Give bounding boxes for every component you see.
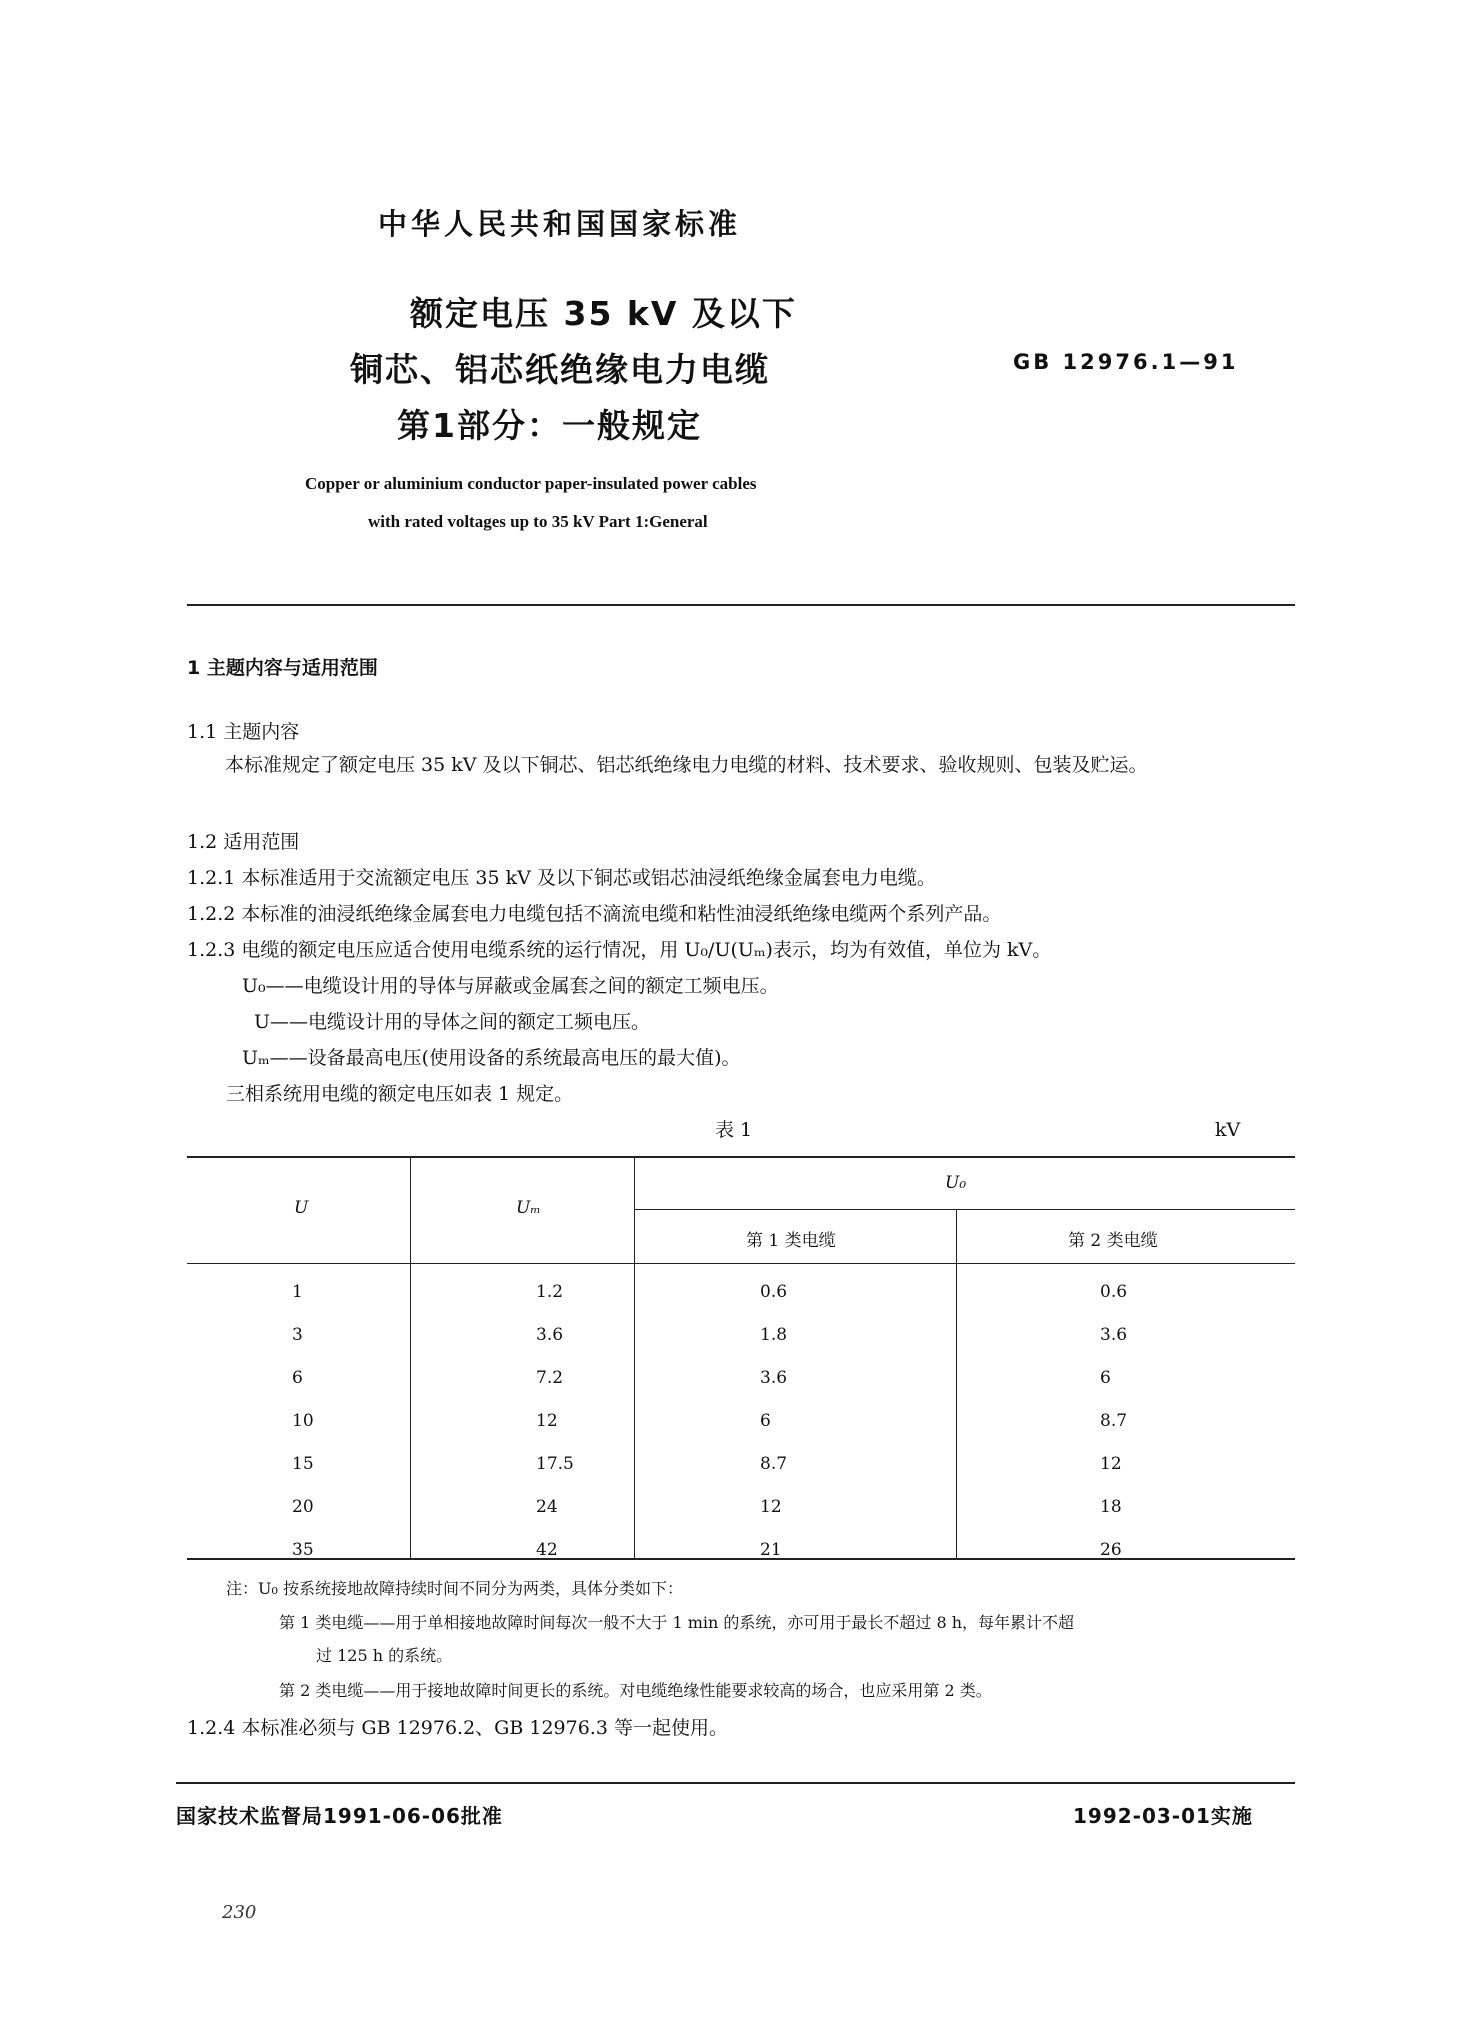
clause-1-2-4: 1.2.4 本标准必须与 GB 12976.2、GB 12976.3 等一起使用。 — [187, 1717, 728, 1739]
clause-1-2-1: 1.2.1 本标准适用于交流额定电压 35 kV 及以下铜芯或铝芯油浸纸绝缘金属套电力电缆。 — [187, 867, 936, 889]
table-note-cat1-line2: 过 125 h 的系统。 — [316, 1646, 453, 1665]
table-header-um: Uₘ — [516, 1198, 541, 1218]
title-line-3: 第1部分：一般规定 — [397, 406, 702, 445]
table-cell: 8.7 — [1100, 1411, 1128, 1431]
footer-rule — [176, 1782, 1295, 1784]
section-1-2-heading: 1.2 适用范围 — [187, 831, 300, 853]
table-header-cat1: 第 1 类电缆 — [746, 1231, 836, 1251]
section-1-1-heading: 1.1 主题内容 — [187, 721, 300, 743]
table-cell: 26 — [1100, 1540, 1122, 1560]
table-cell: 3.6 — [536, 1325, 564, 1345]
english-title-line-2: with rated voltages up to 35 kV Part 1:General — [368, 512, 708, 531]
table-cell: 20 — [292, 1497, 314, 1517]
table-header-u0: U₀ — [945, 1173, 967, 1193]
table-cell: 17.5 — [536, 1454, 574, 1474]
table-cell: 3.6 — [760, 1368, 788, 1388]
table-cell: 8.7 — [760, 1454, 788, 1474]
table-cell: 1.2 — [536, 1282, 564, 1302]
table-col-divider-2 — [634, 1156, 635, 1558]
table-cell: 0.6 — [1100, 1282, 1128, 1302]
table-cell: 35 — [292, 1540, 314, 1560]
table-unit: kV — [1215, 1119, 1241, 1141]
table-cell: 1.8 — [760, 1325, 788, 1345]
table-intro: 三相系统用电缆的额定电压如表 1 规定。 — [226, 1083, 574, 1105]
table-u0-subheader-rule — [634, 1209, 1295, 1210]
table-cell: 15 — [292, 1454, 314, 1474]
table-cell: 6 — [1100, 1368, 1111, 1388]
table-cell: 42 — [536, 1540, 558, 1560]
title-line-1: 额定电压 35 kV 及以下 — [410, 294, 797, 333]
table-cell: 12 — [1100, 1454, 1122, 1474]
table-cell: 12 — [760, 1497, 782, 1517]
table-cell: 3.6 — [1100, 1325, 1128, 1345]
clause-1-2-2: 1.2.2 本标准的油浸纸绝缘金属套电力电缆包括不滴流电缆和粘性油浸纸绝缘电缆两个系列产品。 — [187, 903, 1002, 925]
table-col-divider-1 — [410, 1156, 411, 1558]
table-cell: 7.2 — [536, 1368, 564, 1388]
approval-date: 国家技术监督局1991-06-06批准 — [176, 1804, 503, 1828]
table-cell: 0.6 — [760, 1282, 788, 1302]
header-rule — [187, 604, 1295, 606]
definition-u: U——电缆设计用的导体之间的额定工频电压。 — [254, 1011, 651, 1033]
table-cell: 21 — [760, 1540, 782, 1560]
table-col-divider-3 — [956, 1209, 957, 1558]
table-header-rule — [187, 1263, 1295, 1264]
table-caption: 表 1 — [715, 1119, 753, 1141]
table-header-u: U — [294, 1198, 309, 1218]
table-note-intro: 注：U₀ 按系统接地故障持续时间不同分为两类，具体分类如下： — [226, 1579, 683, 1598]
section-1-heading: 1 主题内容与适用范围 — [187, 657, 378, 679]
table-header-cat2: 第 2 类电缆 — [1068, 1231, 1158, 1251]
table-top-rule — [187, 1156, 1295, 1158]
table-cell: 6 — [292, 1368, 303, 1388]
clause-1-2-3: 1.2.3 电缆的额定电压应适合使用电缆系统的运行情况，用 U₀/U(Uₘ)表示，均为有效值，单位为 kV。 — [187, 939, 1052, 961]
definition-um: Uₘ——设备最高电压(使用设备的系统最高电压的最大值)。 — [242, 1047, 741, 1069]
table-cell: 1 — [292, 1282, 303, 1302]
table-cell: 24 — [536, 1497, 558, 1517]
english-title-line-1: Copper or aluminium conductor paper-insulated power cables — [305, 474, 757, 493]
table-cell: 18 — [1100, 1497, 1122, 1517]
national-standard-heading: 中华人民共和国国家标准 — [378, 207, 742, 241]
table-cell: 12 — [536, 1411, 558, 1431]
table-bottom-rule — [187, 1558, 1295, 1560]
table-cell: 10 — [292, 1411, 314, 1431]
table-cell: 3 — [292, 1325, 303, 1345]
definition-u0: U₀——电缆设计用的导体与屏蔽或金属套之间的额定工频电压。 — [242, 975, 779, 997]
effective-date: 1992-03-01实施 — [1073, 1804, 1253, 1828]
page-number: 230 — [222, 1902, 257, 1923]
standard-code: GB 12976.1—91 — [1013, 350, 1239, 374]
table-note-cat1-line1: 第 1 类电缆——用于单相接地故障时间每次一般不大于 1 min 的系统，亦可用于最长不超过 8 h，每年累计不超 — [279, 1613, 1075, 1632]
section-1-1-paragraph: 本标准规定了额定电压 35 kV 及以下铜芯、铝芯纸绝缘电力电缆的材料、技术要求、验收规则、包装及贮运。 — [225, 754, 1148, 776]
title-line-2: 铜芯、铝芯纸绝缘电力电缆 — [350, 350, 770, 389]
table-cell: 6 — [760, 1411, 771, 1431]
table-note-cat2: 第 2 类电缆——用于接地故障时间更长的系统。对电缆绝缘性能要求较高的场合，也应采用第 2 类。 — [279, 1681, 992, 1700]
